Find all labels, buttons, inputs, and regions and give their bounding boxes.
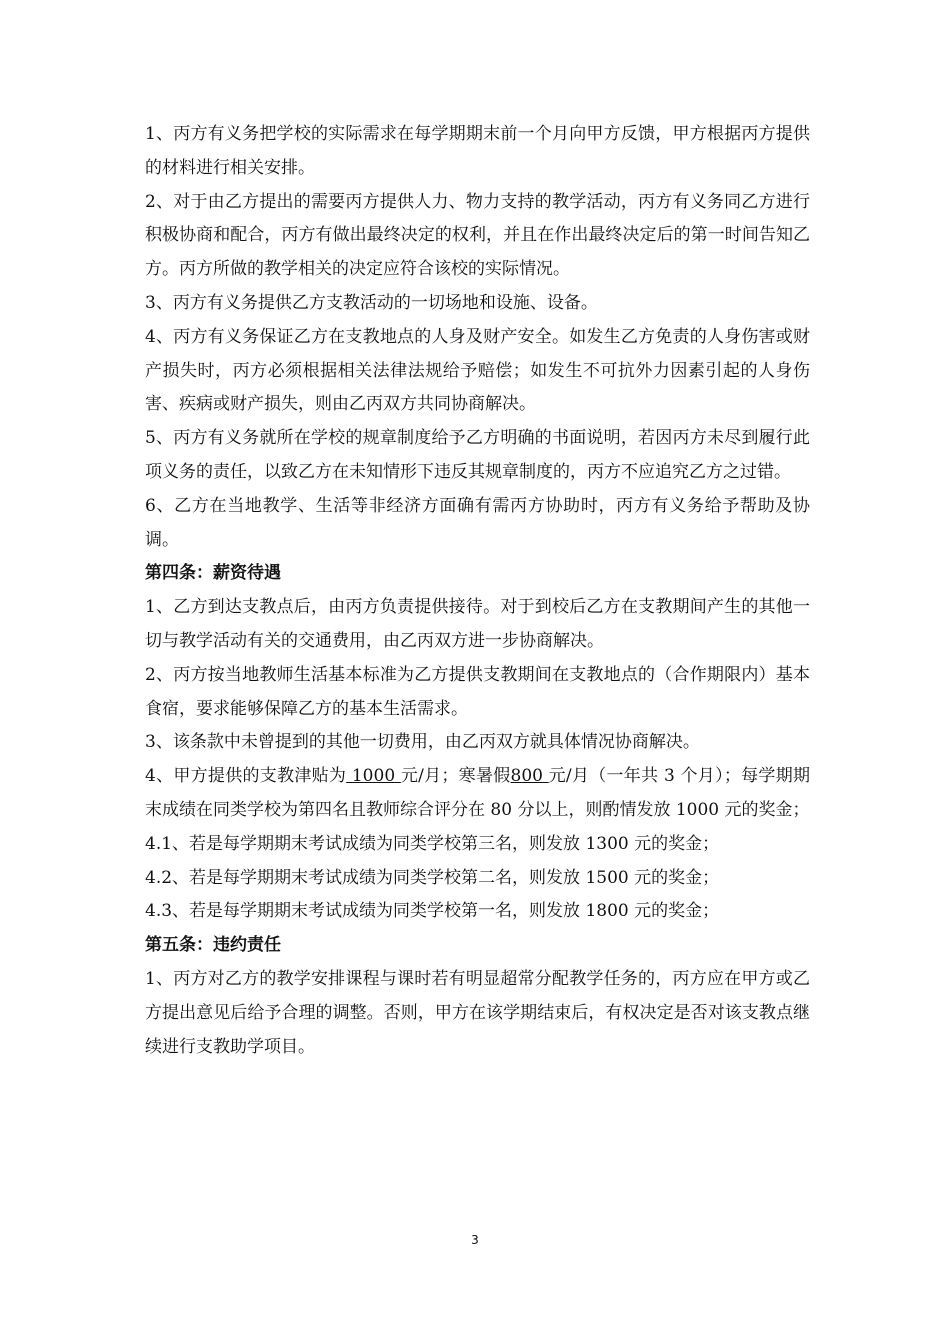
monthly-allowance-value: 1000 <box>346 766 401 787</box>
allowance-prefix: 4、甲方提供的支教津贴为 <box>145 766 347 787</box>
section-heading: 第五条：违约责任 <box>145 935 281 956</box>
paragraph: 3、该条款中未曾提到的其他一切费用，由乙丙双方就具体情况协商解决。 <box>145 732 700 753</box>
allowance-mid: 元/月；寒暑假 <box>400 766 511 787</box>
paragraph: 1、丙方对乙方的教学安排课程与课时若有明显超常分配教学任务的，丙方应在甲方或乙方提出意见后给予合理的调整。否则，甲方在该学期结束后，有权决定是否对该支教点继续进行支教助学项目。 <box>145 968 810 1057</box>
paragraph: 1、丙方有义务把学校的实际需求在每学期期末前一个月向甲方反馈，甲方根据丙方提供的材料进行相关安排。 <box>145 124 810 178</box>
paragraph: 2、对于由乙方提出的需要丙方提供人力、物力支持的教学活动，丙方有义务同乙方进行积极协商和配合，丙方有做出最终决定的权利，并且在作出最终决定后的第一时间告知乙方。丙方所做的教学相关的决定应符合该校的实际情况。 <box>145 191 810 280</box>
document-body <box>145 118 810 1064</box>
paragraph: 2、丙方按当地教师生活基本标准为乙方提供支教期间在支教地点的（合作期限内）基本食宿，要求能够保障乙方的基本生活需求。 <box>145 664 810 719</box>
bonus-item: 4.1、若是每学期期末考试成绩为同类学校第三名，则发放 1300 元的奖金； <box>145 833 720 854</box>
allowance-suffix: 元/月（一年共 3 个月）；每学期期末成绩在同类学校为第四名且教师综合评分在 80 分以上，则酌情发放 1000 元的奖金； <box>145 766 810 820</box>
paragraph: 6、乙方在当地教学、生活等非经济方面确有需丙方协助时，丙方有义务给予帮助及协调。 <box>145 495 810 550</box>
bonus-item: 4.2、若是每学期期末考试成绩为同类学校第二名，则发放 1500 元的奖金； <box>145 867 720 888</box>
paragraph: 4、丙方有义务保证乙方在支教地点的人身及财产安全。如发生乙方免责的人身伤害或财产损失时，丙方必须根据相关法律法规给予赔偿；如发生不可抗外力因素引起的人身伤害、疾病或财产损失，则由乙丙双方共同协商解决。 <box>145 326 810 415</box>
paragraph: 3、丙方有义务提供乙方支教活动的一切场地和设施、设备。 <box>145 292 598 313</box>
allowance-paragraph <box>145 760 810 828</box>
paragraph: 5、丙方有义务就所在学校的规章制度给予乙方明确的书面说明，若因丙方未尽到履行此项义务的责任，以致乙方在未知情形下违反其规章制度的，丙方不应追究乙方之过错。 <box>145 428 810 482</box>
bonus-item: 4.3、若是每学期期末考试成绩为同类学校第一名，则发放 1800 元的奖金； <box>145 901 720 922</box>
vacation-allowance-value: 800 <box>510 766 549 787</box>
section-heading: 第四条：薪资待遇 <box>145 563 281 584</box>
page-number: 3 <box>471 1233 479 1247</box>
paragraph: 1、乙方到达支教点后，由丙方负责提供接待。对于到校后乙方在支教期间产生的其他一切与教学活动有关的交通费用，由乙丙双方进一步协商解决。 <box>145 597 810 651</box>
